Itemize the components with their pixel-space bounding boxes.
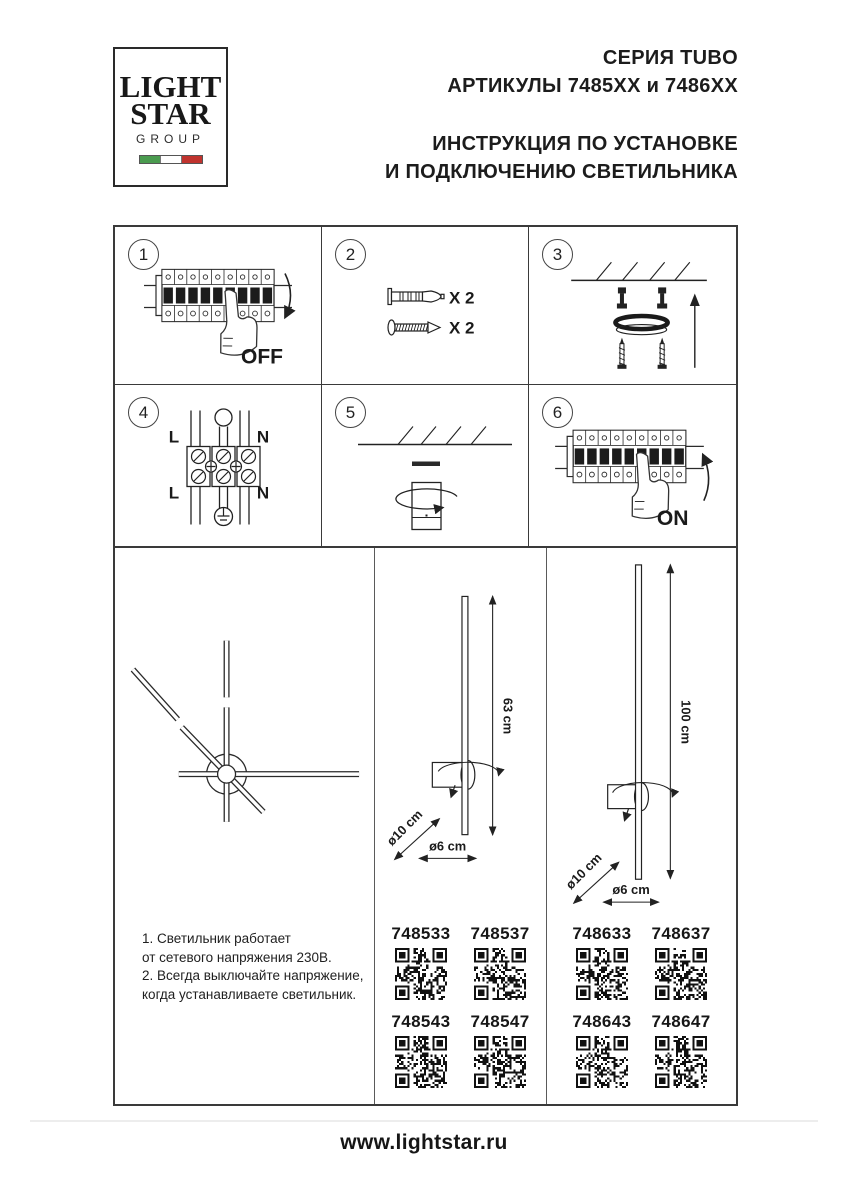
article-item bbox=[391, 1012, 450, 1088]
lamp-63-column bbox=[375, 548, 547, 1104]
header-series bbox=[447, 44, 738, 100]
flag-red bbox=[182, 156, 202, 163]
wire-label-n-bottom: N bbox=[256, 483, 270, 503]
mounting-plate-icon bbox=[615, 316, 667, 329]
wire-label-l-top: L bbox=[168, 427, 180, 447]
article-item bbox=[471, 1012, 530, 1088]
title-line-2: И ПОДКЛЮЧЕНИЮ СВЕТИЛЬНИКА bbox=[384, 161, 738, 183]
wire-loop-icon bbox=[215, 409, 232, 426]
article-item bbox=[572, 924, 631, 1000]
lamp-side-view-63 bbox=[375, 548, 546, 878]
step-panel-5 bbox=[322, 385, 529, 546]
screw-qty-label: X 2 bbox=[449, 318, 475, 338]
articles-grid-63 bbox=[375, 924, 546, 1088]
articles-line: АРТИКУЛЫ 7485XX и 7486XX bbox=[447, 75, 738, 97]
article-number: 748533 bbox=[391, 924, 451, 943]
website-url: www.lightstar.ru bbox=[340, 1131, 508, 1154]
articles-grid-100 bbox=[547, 924, 736, 1088]
dowel-icon bbox=[388, 289, 444, 305]
flag-white bbox=[160, 156, 182, 163]
logo-word-group: GROUP bbox=[135, 132, 205, 146]
off-label: OFF bbox=[241, 345, 283, 369]
mounting-plate-icon bbox=[412, 462, 440, 467]
front-view-column bbox=[115, 548, 375, 1104]
tube-diameter-label: ø6 cm bbox=[429, 838, 467, 854]
step-panel-6 bbox=[529, 385, 736, 546]
step-panel-4 bbox=[115, 385, 322, 546]
flag-green bbox=[140, 156, 160, 163]
wall-mount-cylinder bbox=[432, 762, 465, 787]
base-inner-circle bbox=[218, 765, 236, 783]
step-number-4: 4 bbox=[128, 397, 159, 428]
step-grid bbox=[113, 225, 738, 548]
step-number-1: 1 bbox=[128, 239, 159, 270]
on-label: ON bbox=[656, 506, 689, 530]
step-number-6: 6 bbox=[542, 397, 573, 428]
note-line: когда устанавливаете светильник. bbox=[142, 986, 357, 1002]
qr-code bbox=[474, 1036, 526, 1088]
qr-code bbox=[576, 1036, 628, 1088]
italian-flag-icon bbox=[139, 155, 203, 164]
footer-divider bbox=[30, 1120, 818, 1122]
article-number: 748537 bbox=[470, 924, 530, 943]
title-line-1: ИНСТРУКЦИЯ ПО УСТАНОВКЕ bbox=[432, 133, 738, 155]
qr-code bbox=[655, 948, 707, 1000]
note-line: 1. Светильник работает bbox=[142, 931, 291, 946]
lamp-tube bbox=[636, 565, 642, 879]
step-number-2: 2 bbox=[335, 239, 366, 270]
lamp-front-view bbox=[115, 548, 374, 923]
qr-code bbox=[655, 1036, 707, 1088]
height-dimension-label: 63 cm bbox=[500, 697, 516, 735]
anchor-icon bbox=[617, 287, 627, 308]
article-number: 748647 bbox=[651, 1012, 711, 1031]
article-number: 748543 bbox=[391, 1012, 451, 1031]
note-line: 2. Всегда выключайте напряжение, bbox=[142, 968, 364, 983]
mount-diameter-label: ø10 cm bbox=[383, 806, 426, 849]
step-number-3: 3 bbox=[542, 239, 573, 270]
arrow-down-icon bbox=[285, 274, 291, 318]
step-panel-1 bbox=[115, 227, 322, 385]
wire-label-l-bottom: L bbox=[168, 483, 180, 503]
height-dimension-label: 100 cm bbox=[678, 700, 694, 744]
tube-arms bbox=[133, 641, 359, 822]
step-panel-2 bbox=[322, 227, 529, 385]
product-section bbox=[113, 546, 738, 1106]
article-number: 748637 bbox=[651, 924, 711, 943]
article-item bbox=[391, 924, 450, 1000]
tube-diameter-label: ø6 cm bbox=[612, 882, 650, 898]
logo-word-light: LIGHT bbox=[119, 69, 222, 104]
step-panel-3 bbox=[529, 227, 736, 385]
article-item bbox=[572, 1012, 631, 1088]
article-item bbox=[652, 1012, 711, 1088]
wire-label-n-top: N bbox=[256, 427, 270, 447]
screw-icon bbox=[658, 338, 667, 369]
screw-icon bbox=[388, 320, 440, 335]
anchor-icon bbox=[657, 287, 667, 308]
arrow-up-icon bbox=[703, 454, 709, 500]
mount-diameter-label: ø10 cm bbox=[562, 850, 605, 893]
ceiling-hatch bbox=[398, 427, 486, 445]
ceiling-hatch bbox=[596, 262, 689, 280]
qr-code bbox=[576, 948, 628, 1000]
step-number-5: 5 bbox=[335, 397, 366, 428]
article-item bbox=[652, 924, 711, 1000]
logo-word-star: STAR bbox=[130, 96, 211, 131]
lightstar-logo bbox=[113, 47, 228, 187]
article-number: 748633 bbox=[572, 924, 632, 943]
note-line: от сетевого напряжения 230В. bbox=[142, 949, 332, 965]
screw-icon bbox=[617, 338, 626, 369]
qr-code bbox=[395, 948, 447, 1000]
switch-arrow-icon bbox=[625, 809, 629, 821]
safety-notes bbox=[142, 930, 363, 1004]
article-number: 748547 bbox=[470, 1012, 530, 1031]
article-number: 748643 bbox=[572, 1012, 632, 1031]
wall-mount-cylinder bbox=[608, 785, 639, 809]
dowel-qty-label: X 2 bbox=[449, 288, 475, 308]
article-item bbox=[471, 924, 530, 1000]
qr-code bbox=[474, 948, 526, 1000]
qr-code bbox=[395, 1036, 447, 1088]
lamp-tube bbox=[462, 596, 468, 834]
lamp-100-column bbox=[547, 548, 736, 1104]
lamp-side-view-100 bbox=[547, 548, 736, 913]
header-title bbox=[385, 130, 738, 186]
series-line: СЕРИЯ TUBO bbox=[602, 47, 738, 69]
